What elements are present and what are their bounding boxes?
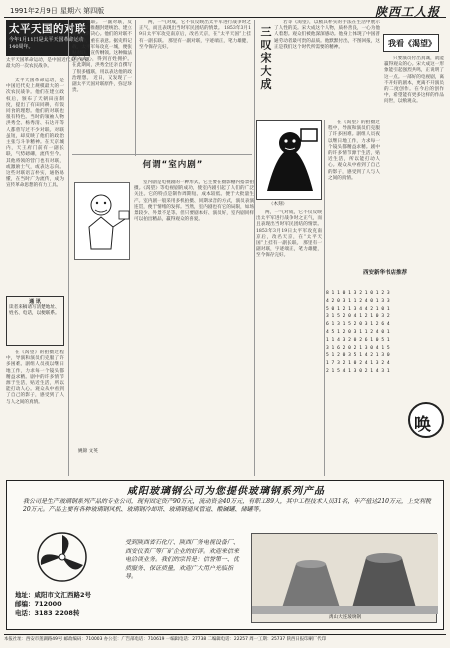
page-footer: 本报社址：西安市莲湖路49号 邮政编码：710003 办公室：广告部电话：710619 一编辑电话：27738 二编辑电话：22257 周一工期：25737 陕西日报印刷厂代印 [4, 634, 446, 644]
headline-kicker: 太平天国革命运动，是中国近代史上规模最大的一次农民战争。 [6, 58, 89, 70]
column-rule [254, 20, 255, 476]
puzzle-row: 5 0 1 2 1 3 4 4 2 1 0 1 [326, 306, 390, 312]
ad-endorsement: 受到陕西省石化厅、陕西厂务电视设备厂、西安仪表厂等厂矿企业的好评。欢迎来信来电洽谈业务。我们的宗旨是：信誉第一、优质服务、保证质量，欢迎广大用户光临指导。 [125, 539, 240, 581]
article-column-7 [328, 120, 380, 260]
puzzle-row: 5 1 2 0 3 5 1 4 2 1 3 0 [326, 353, 390, 359]
advertisement [6, 480, 444, 630]
column-2-text: 加强联。 一副对联，反映了他们推翻封建统治、建立新政权的决心。他们的对联不拘格律，重在表意。据史料记载，太平军每攻克一城，便张贴对联，宣传纲领。这种做法深入人心，得到百姓拥护。 在此期间，洪秀全还亲自撰写了很多楹联，用以表达他的政治理想。 近日，又发现了一副太平天国对联原件，弥足珍贵。 [72, 20, 132, 94]
article-column-3 [139, 20, 251, 152]
issue-date: 1991年2月9日 星期六 第四版 [10, 7, 105, 15]
boxed-note-text: 读者来稿请写清楚地址、姓名、电话，以便联系。 [9, 305, 60, 317]
puzzle-title: 西安新华书店推荐 [362, 270, 407, 276]
puzzle-row: 6 1 3 1 5 2 0 3 1 2 6 4 [326, 322, 390, 328]
column-7-text: 在《渴望》的拍摄过程中，导演和演员们克服了许多困难。剧组人员夜以继日地工作，力求每一个镜头都精益求精。剧中的许多情节源于生活，贴近生活，所以能打动人心。观众从中看到了自己的影子，感受到了人与人之间的真情。 [328, 120, 380, 181]
woodcut-image [256, 120, 322, 200]
ad-body: 我公司是生产玻璃钢系列产品的专业公司，现有固定资产90万元，流动资金40万元，有职工89人，其中工程技术人员31名，年产值达210万元，上交利税20万元。产品主要有各种玻璃钢风机、玻璃钢冷却塔、玻璃钢通风管道、酸碱罐、储罐等。 [23, 498, 431, 514]
headline-title: 太平天国的对联 [9, 23, 86, 35]
puzzle-row: 4 5 1 2 0 3 1 1 2 4 0 1 [326, 329, 390, 335]
article-column-4 [274, 20, 380, 116]
cooling-tower-icon [252, 534, 438, 614]
paper-title: 陕西工人报 [374, 5, 440, 19]
article-column-2 [72, 20, 132, 152]
section-rule [72, 154, 252, 155]
column-1b-text: 在《渴望》的拍摄过程中，导演和演员们克服了许多困难。剧组人员夜以继日地工作，力求每一个镜头都精益求精。剧中的许多情节源于生活，贴近生活，所以能打动人心。观众从中看到了自己的影子，感受到了人与人之间的真情。 [6, 350, 64, 405]
ad-fan-illustration [17, 527, 107, 587]
ad-address: 地址：咸阳市文汇西路2号 [15, 591, 92, 599]
column-rule [135, 20, 136, 156]
ad-contact [15, 591, 155, 618]
ad-photo-caption: 禹山大连玻璃钢 [328, 615, 362, 620]
cartoon-figure-icon [75, 183, 131, 261]
puzzle-row: 4 2 0 3 1 1 2 4 0 1 3 3 [326, 298, 390, 304]
column-rule [324, 120, 325, 476]
puzzle-row: 3 1 6 2 0 2 1 3 0 4 1 5 [326, 345, 390, 351]
vertical-title: 三叹宋大成 [259, 26, 272, 91]
article-title: 何谓“室内剧” [142, 160, 204, 170]
puzzle-row: 8 1 1 0 1 3 2 1 0 1 2 3 [326, 291, 390, 296]
column-rule [68, 20, 69, 476]
woodcut-caption: （木刻） [268, 202, 288, 207]
article-column-5 [384, 56, 444, 262]
boxed-note [6, 296, 64, 346]
pictogram-badge [408, 402, 444, 438]
woodcut-figure-icon [257, 121, 322, 200]
fan-icon [17, 527, 107, 587]
pictogram-char: 唤 [414, 415, 431, 435]
puzzle-row: 1 1 4 3 2 0 2 6 1 0 5 1 [326, 337, 390, 343]
article-text: 室内剧是电视剧的一种形式，它主要在摄影棚内搭景拍摄。《渴望》等电视剧的成功，使室内剧引起了人们的广泛关注。它的特点是制作周期短、成本较低、便于大批量生产。室内剧一般采用多机拍摄、同期录音的方式，演员表演连贯，便于情绪的发挥。当然，室内剧也有它的局限，如场景较少、外景不足等。但只要剧本好、演员好，室内剧同样可以拍出精品，赢得观众的喜爱。 [134, 180, 254, 223]
column-1-text: 太平天国革命运动，是中国近代史上规模最大的一次农民战争。他们在建立政权后，颁布了天朝田亩制度，提出了有田同耕，有饭同食的理想。他们的对联也很有特色。当时的领袖人物洪秀全、杨秀清、石达开等人都曾写过不少对联。对联虽短，却反映了他们的政治主张与斗争精神。在天京城内，天王府门前有一副长联，气势磅礴，流传至今。其他将领的营门也有对联，或激励士气，或表达志向。这些对联语言朴实，通俗易懂，在当时广为流传，成为宣传革命思想的有力工具。 [6, 78, 64, 189]
column-3-text: 两，一气对成，它不仅反映出太平军进行战争时之正气，而且表现出当时军民团结的情景。 1853年3月19日太平军攻克南京后，改名天京，在“太平天国”上挂有一副长联。 那里有一副对联，字迹端正，笔力雄健，至今保存完好。 [139, 20, 251, 50]
headline-subtitle: 今年1月11日是太平天国革命运动140周年。 [9, 37, 84, 50]
column-logo-text: 我看《渴望》 [388, 39, 436, 48]
article-column-1b [6, 350, 64, 470]
cartoon-illustration [74, 182, 130, 260]
article-column-1 [6, 78, 64, 292]
ad-product-photo [251, 533, 437, 623]
article-body [134, 180, 254, 470]
boxed-note-title: 通 讯 [29, 299, 41, 305]
column-5-text: 只要演员付出真诚，就能赢得观众的心。宋大成这一形象能引起强烈共鸣，正说明了这一点。一部好的电视剧，离不开好的剧本，更离不开演员的二度创作。在今后的创作中，希望能有更多这样的作品问世，以飨观众。 [384, 56, 444, 105]
puzzle-row: 2 1 5 4 1 3 0 2 1 4 3 1 [326, 368, 390, 374]
article-column-6 [256, 210, 322, 472]
ad-title: 咸阳玻璃钢公司为您提供玻璃钢系列产品 [127, 486, 325, 497]
column-4-text: 若等《渴望》，以极其朴实的手法在生活中展示了人性的美。宋大成这个人物，质朴善良，一心为他人着想。观众们被他深深感动。他身上体现了中国普通劳动者最可贵的品质。他默默付出，不图回报，这正是我们这个时代所需要的精神。 [274, 20, 380, 50]
puzzle-row: 3 1 5 2 0 4 1 2 1 0 3 2 [326, 314, 390, 320]
column-6-text: 两，一气对成，它不仅反映出太平军进行战争时之正气，而且表现出当时军民团结的情景。 1853年3月19日太平军攻克南京后，改名天京，在“太平天国”上挂有一副长联。 那里有一副对联，字迹端正，笔力雄健，至今保存完好。 [256, 210, 322, 259]
signature: 姚锦 文英 [78, 449, 98, 454]
ad-postcode: 邮编：712000 [15, 600, 62, 608]
masthead [4, 4, 446, 18]
ad-phone: 电话：3183 2208转 [15, 609, 80, 617]
puzzle-row: 1 7 3 2 1 0 2 4 1 3 2 4 [326, 361, 390, 367]
column-logo [383, 34, 439, 52]
